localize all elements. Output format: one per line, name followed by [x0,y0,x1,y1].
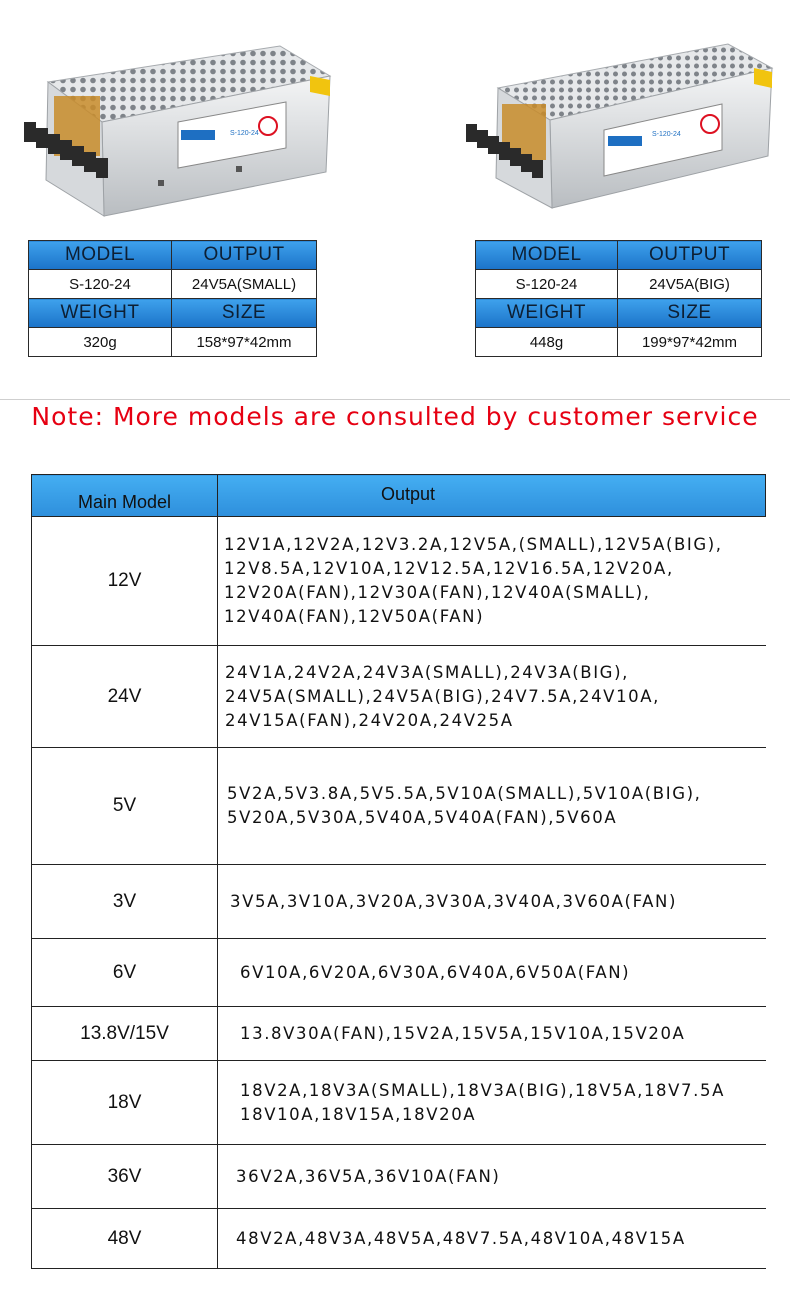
output-cell [218,646,766,748]
table-row [32,865,766,939]
main-model-cell: 36V [32,1145,218,1209]
model-value: S-120-24 [476,270,618,299]
weight-header: WEIGHT [29,299,172,328]
output-cell [218,865,766,939]
table-row [32,1061,766,1145]
customer-service-note: Note: More models are consulted by customer service [31,402,759,431]
output-header: Output [218,475,766,517]
main-model-cell: 12V [32,517,218,646]
output-line: 12V40A(FAN),12V50A(FAN) [224,607,485,626]
output-cell [218,517,766,646]
output-line: 6V10A,6V20A,6V30A,6V40A,6V50A(FAN) [240,962,631,982]
section-divider [0,399,790,400]
power-supply-big-image [458,38,780,210]
model-output-table [31,474,766,1269]
unit-label-text: S-120-24 [652,131,681,138]
output-cell [218,1209,766,1269]
output-cell [218,939,766,1007]
output-line: 13.8V30A(FAN),15V2A,15V5A,15V10A,15V20A [240,1023,686,1043]
table-row [32,1145,766,1209]
output-header: OUTPUT [172,241,317,270]
output-line: 18V2A,18V3A(SMALL),18V3A(BIG),18V5A,18V7.5A [240,1080,725,1100]
main-model-header: Main Model [32,475,218,517]
main-model-cell: 3V [32,865,218,939]
output-line: 24V1A,24V2A,24V3A(SMALL),24V3A(BIG), [225,662,629,682]
output-line: 18V10A,18V15A,18V20A [240,1104,477,1124]
size-header: SIZE [172,299,317,328]
table-row [32,646,766,748]
table-row [32,939,766,1007]
weight-value: 320g [29,328,172,357]
main-model-cell: 48V [32,1209,218,1269]
model-header: MODEL [476,241,618,270]
output-line: 24V5A(SMALL),24V5A(BIG),24V7.5A,24V10A, [225,686,660,706]
output-line: 36V2A,36V5A,36V10A(FAN) [236,1166,501,1186]
output-header: OUTPUT [618,241,762,270]
output-line: 3V5A,3V10A,3V20A,3V30A,3V40A,3V60A(FAN) [230,891,678,911]
main-model-cell: 5V [32,748,218,865]
output-line: 12V20A(FAN),12V30A(FAN),12V40A(SMALL), [224,583,651,602]
main-model-cell: 24V [32,646,218,748]
output-line: 5V2A,5V3.8A,5V5.5A,5V10A(SMALL),5V10A(BIG), [227,784,702,803]
table-row [32,1007,766,1061]
output-line: 12V8.5A,12V10A,12V12.5A,12V16.5A,12V20A, [224,559,674,578]
model-header: MODEL [29,241,172,270]
size-value: 199*97*42mm [618,328,762,357]
size-header: SIZE [618,299,762,328]
output-cell [218,748,766,865]
table-row [32,517,766,646]
output-line: 12V1A,12V2A,12V3.2A,12V5A,(SMALL),12V5A(BIG), [224,535,723,554]
main-model-cell: 6V [32,939,218,1007]
table-row [32,748,766,865]
output-line: 48V2A,48V3A,48V5A,48V7.5A,48V10A,48V15A [236,1228,686,1248]
power-supply-small-image [18,40,338,218]
weight-value: 448g [476,328,618,357]
weight-header: WEIGHT [476,299,618,328]
output-cell [218,1061,766,1145]
output-value: 24V5A(SMALL) [172,270,317,299]
output-cell [218,1145,766,1209]
main-model-cell: 18V [32,1061,218,1145]
main-model-cell: 13.8V/15V [32,1007,218,1061]
output-line: 5V20A,5V30A,5V40A,5V40A(FAN),5V60A [227,808,618,827]
table-header-row [32,475,766,517]
model-value: S-120-24 [29,270,172,299]
table-row [32,1209,766,1269]
output-value: 24V5A(BIG) [618,270,762,299]
spec-table-small [28,240,317,357]
output-line: 24V15A(FAN),24V20A,24V25A [225,710,514,730]
unit-label-text: S-120-24 [230,130,259,137]
output-cell [218,1007,766,1061]
size-value: 158*97*42mm [172,328,317,357]
spec-table-big [475,240,762,357]
